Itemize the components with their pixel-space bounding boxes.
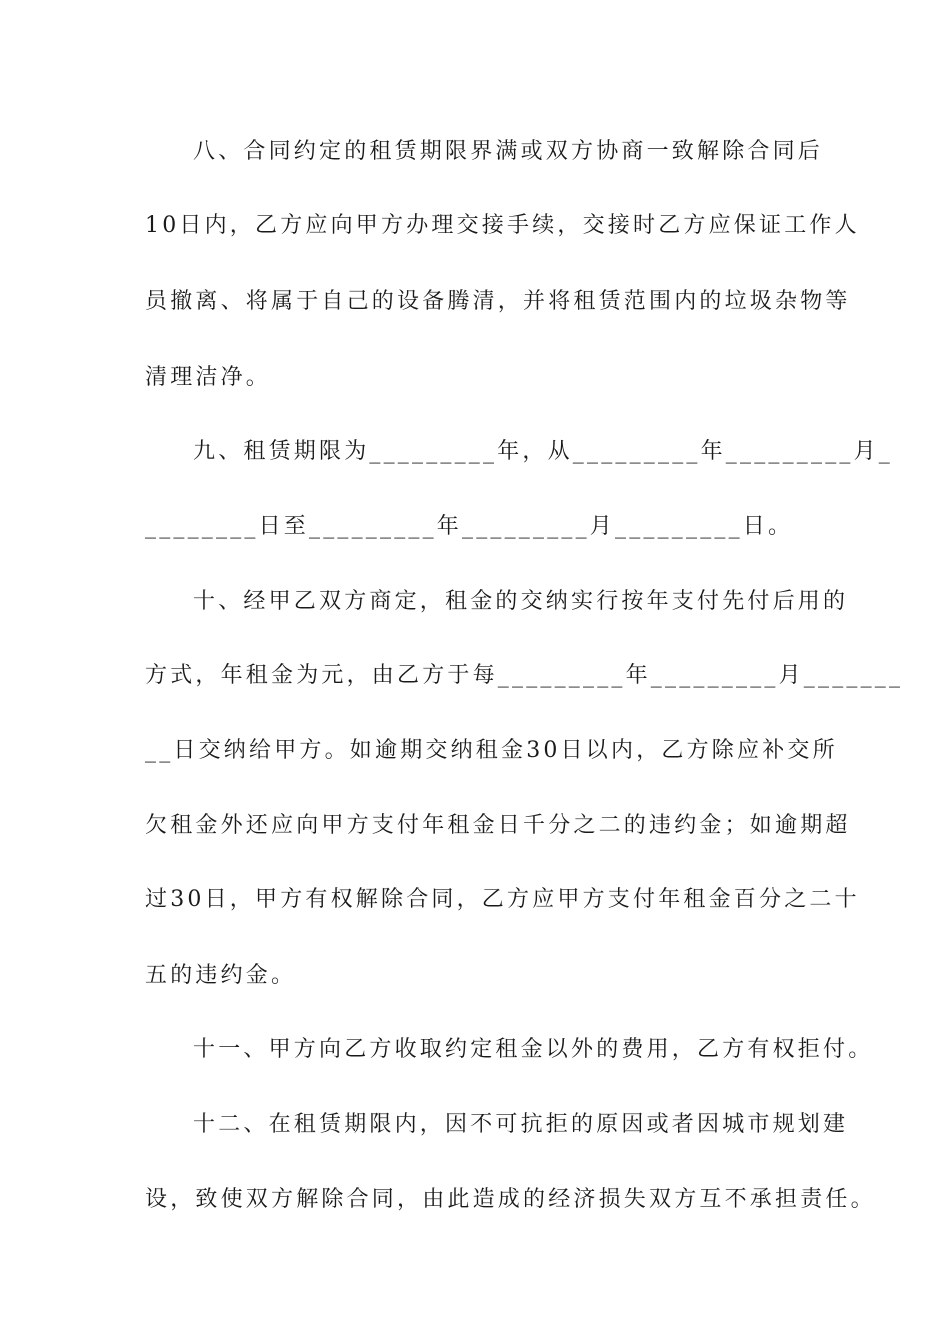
clause-8-line-2: 10日内，乙方应向甲方办理交接手续，交接时乙方应保证工作人 — [145, 213, 860, 238]
clause-8-line-4: 清理洁净。 — [145, 365, 272, 390]
clause-12-line-2: 设，致使双方解除合同，由此造成的经济损失双方互不承担责任。 — [145, 1187, 876, 1212]
clause-8-line-1: 八、合同约定的租赁期限界满或双方协商一致解除合同后 — [193, 139, 824, 164]
clause-10-line-6: 五的违约金。 — [145, 963, 297, 988]
clause-12-line-1: 十二、在租赁期限内，因不可抗拒的原因或者因城市规划建 — [193, 1112, 849, 1137]
clause-9-line-1: 九、租赁期限为_________年，从_________年_________月_ — [193, 439, 894, 464]
clause-11-line-1: 十一、甲方向乙方收取约定租金以外的费用，乙方有权拒付。 — [193, 1037, 874, 1062]
clause-10-line-4: 欠租金外还应向甲方支付年租金日千分之二的违约金；如逾期超 — [145, 813, 851, 838]
clause-10-line-1: 十、经甲乙双方商定，租金的交纳实行按年支付先付后用的 — [193, 589, 849, 614]
clause-10-line-2: 方式，年租金为元，由乙方于每_________年_________月_______ — [145, 663, 904, 688]
clause-10-line-3: __日交纳给甲方。如逾期交纳租金30日以内，乙方除应补交所 — [145, 738, 838, 763]
clause-10-line-5: 过30日，甲方有权解除合同，乙方应甲方支付年租金百分之二十 — [145, 887, 860, 912]
clause-8-line-3: 员撤离、将属于自己的设备腾清，并将租赁范围内的垃圾杂物等 — [145, 289, 851, 314]
clause-9-line-2: ________日至_________年_________月_________日。 — [145, 514, 794, 539]
